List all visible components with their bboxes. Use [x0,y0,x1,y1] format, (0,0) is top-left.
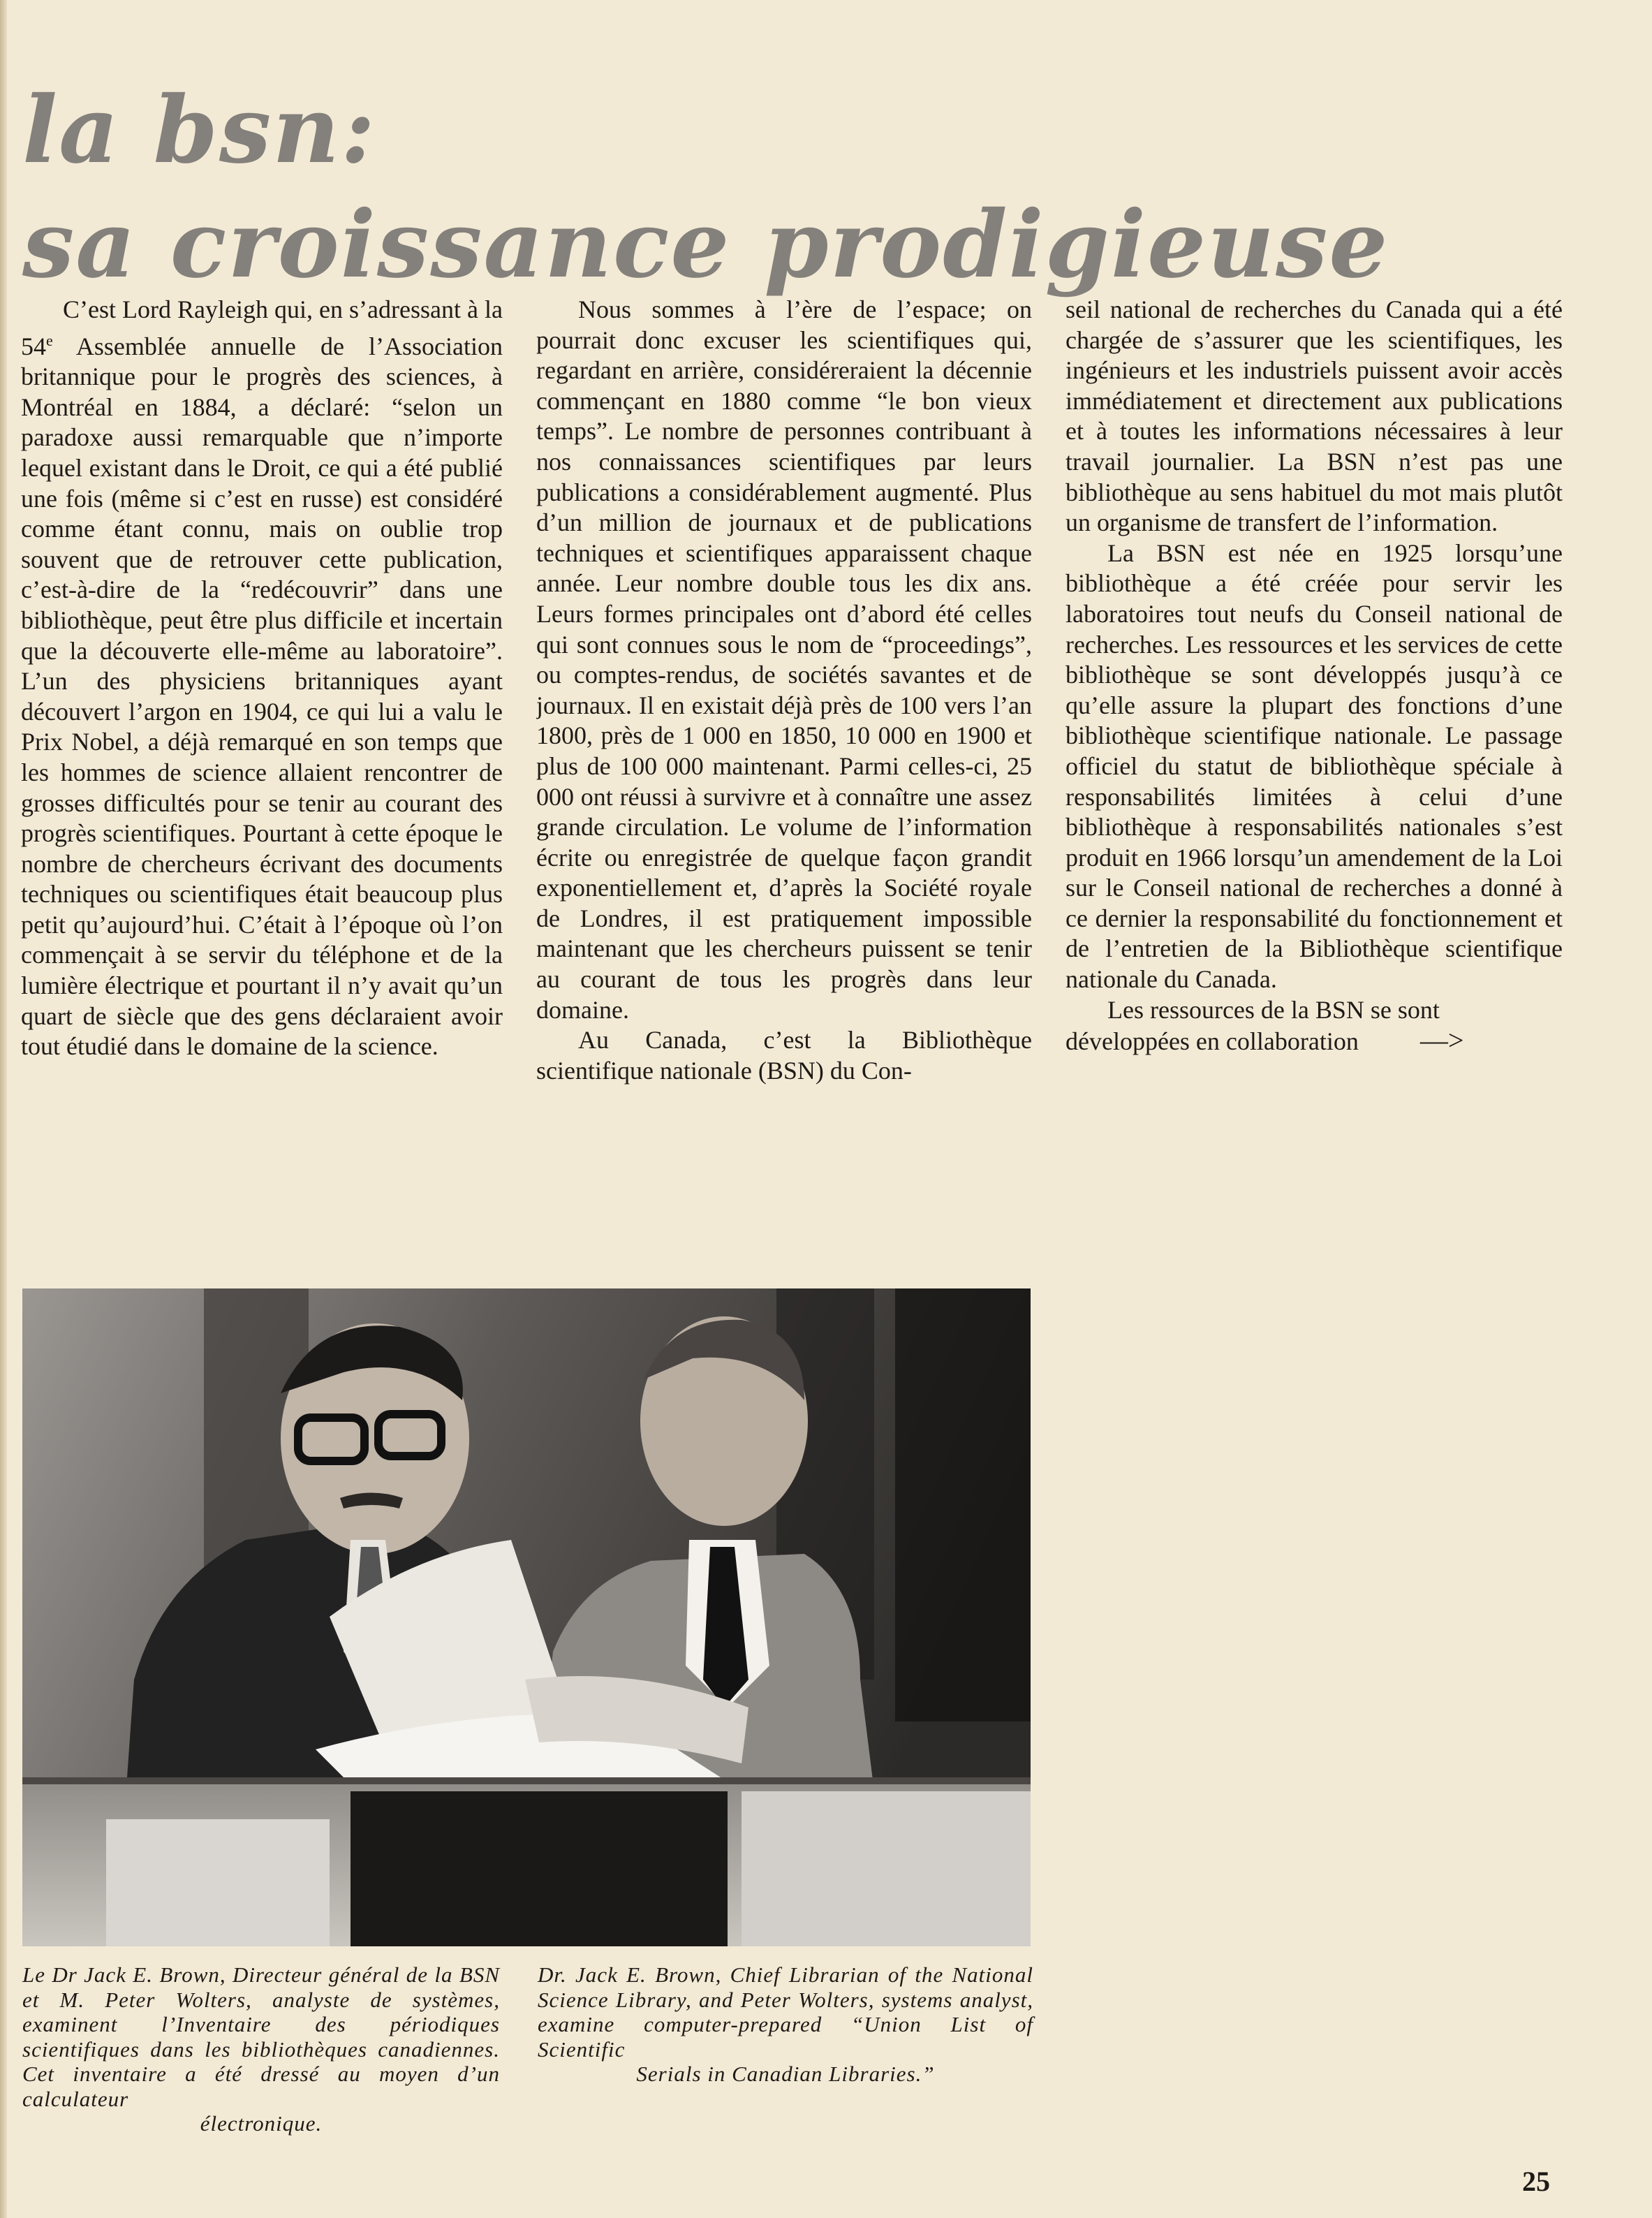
continued-arrow-icon: —> [1419,1024,1464,1057]
paragraph [21,295,503,1062]
caption-text: Dr. Jack E. Brown, Chief Librarian of the National Science Library, and Peter Wolters, systems analyst, examine computer-prepared “Union List of Scientific [538,1962,1033,2062]
article-title [22,73,1389,302]
paragraph: Nous sommes à l’ère de l’espace; on pourrait donc excuser les scientifiques qui, regardant en arrière, considéreraient la décennie commençant en 1880 comme “le bon vieux temps”. Le nombre de personnes contribuant à nos connaissances scientifiques par leurs publications a considérablement augmenté. Plus d’un million de journaux et de publications techniques et scientifiques apparaissent chaque année. Leur nombre double tous les dix ans. Leurs formes principales ont d’abord été celles qui sont connues sous le nom de “proceedings”, ou comptes-rendus, de sociétés savantes et de journaux. Il en existait déjà près de 100 vers l’an 1800, près de 1 000 en 1850, 10 000 en 1900 et plus de 100 000 maintenant. Parmi celles-ci, 25 000 ont réussi à survivre et à connaître une assez grande circulation. Le volume de l’information écrite ou enregistrée de quelque façon grandit exponentiellement et, d’après la Société royale de Londres, il est pratiquement impossible maintenant que les chercheurs puissent se tenir au courant de tous les progrès dans leur domaine. [536,295,1032,1024]
paragraph-text: Assemblée annuelle de l’Association britannique pour le progrès des sciences, à Montréal en 1884, a déclaré: “selon un paradoxe aussi remarquable que n’importe lequel existant dans le Droit, ce qui a été publié une fois (même si c’est en russe) est considéré comme étant connu, mais on oublie trop souvent que de retrouver cette publication, c’est-à-dire de la “redécouvrir” dans une bibliothèque, peut être plus difficile et incertain que la découverte elle-même au laboratoire”. L’un des physiciens britanniques ayant découvert l’argon en 1904, ce qui lui a valu le Prix Nobel, a déjà remarqué en son temps que les hommes de science allaient rencontrer de grosses difficultés pour se tenir au courant des progrès scientifiques. Pourtant à cette époque le nombre de chercheurs écrivant des documents techniques ou scientifiques était beaucoup plus petit qu’aujourd’hui. C’était à l’époque où l’on commençait à se servir du téléphone et de la lumière électrique et pourtant il n’y avait qu’un quart de siècle que des gens déclaraient avoir tout étudié dans le domaine de la science. [21,332,503,1061]
text-column-2 [536,295,1032,1272]
paragraph-text: C’est Lord Rayleigh qui, en s’adressant à la 54 [21,295,503,360]
caption-text-last-line: Serials in Canadian Libraries.” [636,2062,935,2086]
caption-text: Le Dr Jack E. Brown, Directeur général de la BSN et M. Peter Wolters, analyste de systèmes, examinent l’Inventaire des périodiques scientifiques dans les bibliothèques canadiennes. Cet inventaire a été dressé au moyen d’un calculateur [22,1962,500,2111]
superscript: e [46,331,53,349]
paragraph: Au Canada, c’est la Bibliothèque scientifique nationale (BSN) du Con- [536,1026,1032,1085]
paragraph: seil national de recherches du Canada qui a été chargée de s’assurer que les scientifiques, les ingénieurs et les industriels puissent avoir accès immédiatement et directement aux publications et à toutes les informations nécessaires à leur travail journalier. La BSN n’est pas une bibliothèque au sens habituel du mot mais plutôt un organisme de transfert de l’information. [1065,295,1563,537]
page-number: 25 [1522,2166,1550,2197]
paragraph [1065,995,1563,1057]
photo-caption-english [538,1962,1033,2087]
title-line-2: sa croissance prodigieuse [22,191,1389,299]
paragraph: La BSN est née en 1925 lorsqu’une bibliothèque a été créée pour servir les laboratoires tout neufs du Conseil national de recherches. Les ressources et les services de cette bibliothèque se sont développés jusqu’à ce qu’elle assure la plupart des fonctions d’une bibliothèque scientifique nationale. Le passage officiel du statut de bibliothèque spéciale à responsabilités limitées à celui d’une bibliothèque à responsabilités nationales s’est produit en 1966 lorsqu’un amendement de la Loi sur le Conseil national de recherches a donné à ce dernier la responsabilité du fonctionnement et de l’entretien de la Bibliothèque scientifique nationale du Canada. [1065,538,1563,994]
page-gutter-edge [0,0,7,2218]
photo-caption-french [22,1962,500,2136]
caption-text-last-line: électronique. [200,2111,323,2136]
paragraph-text: Les ressources de la BSN se sont développées en collaboration [1065,995,1440,1056]
photo-illustration [22,1288,1031,1946]
text-column-3 [1065,295,1563,1272]
text-column-1 [21,295,503,1272]
photograph [22,1288,1031,1946]
title-line-1: la bsn: [22,76,376,184]
